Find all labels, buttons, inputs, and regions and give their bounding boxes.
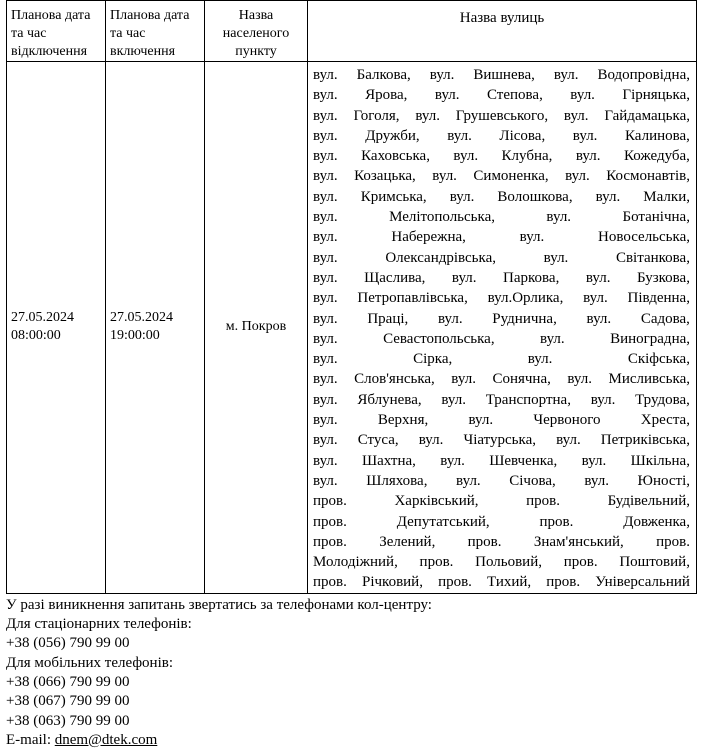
street-word: Яблунева, (357, 391, 422, 408)
street-word: вул. (584, 472, 609, 489)
street-line (313, 309, 690, 329)
street-word: вул. (527, 351, 553, 368)
street-word: вул. (572, 127, 598, 144)
street-word: вул. (456, 472, 481, 489)
street-word: вул. (546, 209, 572, 226)
street-line (313, 410, 690, 430)
street-line (313, 369, 690, 389)
street-word: пров. (313, 574, 347, 591)
street-word: Дружби, (365, 127, 420, 144)
street-line (313, 288, 690, 308)
street-word: вул. (313, 412, 338, 429)
street-word: вул. (575, 148, 601, 165)
street-word: Петриківська, (600, 432, 690, 449)
street-word: Трудова, (635, 391, 690, 408)
landline-label: Для стаціонарних телефонів: (6, 616, 192, 633)
mobile-phone: +38 (063) 790 99 00 (6, 712, 130, 729)
street-word: вул. (441, 391, 466, 408)
street-word: вул. (313, 229, 338, 246)
street-word: Юності, (637, 472, 690, 489)
on-date: 27.05.2024 (110, 310, 173, 326)
street-line (313, 248, 690, 268)
street-word: вул. (434, 87, 460, 104)
street-word: вул. (543, 249, 569, 266)
street-word: Водопровідна, (597, 67, 690, 83)
street-line (313, 390, 690, 410)
street-word: Симоненка, (473, 168, 549, 185)
street-word: Каховська, (361, 148, 430, 165)
street-word: вул. (313, 330, 338, 347)
street-word: вул. (313, 188, 338, 205)
street-word: пров. (656, 533, 690, 550)
street-word: пров. (539, 513, 574, 530)
off-time: 08:00:00 (11, 328, 61, 344)
street-line (313, 471, 690, 491)
street-line (313, 187, 690, 207)
street-word: Вишнева, (473, 67, 535, 83)
street-word: Шевченка, (489, 452, 558, 469)
street-line (313, 572, 690, 592)
street-word: Верхня, (377, 412, 429, 429)
street-word: Червоного (533, 412, 601, 429)
street-word: пров. (313, 513, 347, 530)
street-line (313, 451, 690, 471)
street-word: Щаслива, (364, 269, 426, 286)
table-row (7, 62, 697, 594)
street-word: вул. (451, 269, 477, 286)
street-word: вул. (415, 107, 440, 124)
street-line (313, 349, 690, 369)
street-word: вул. (313, 107, 338, 124)
street-word: пров. (546, 574, 581, 591)
street-word: Знам'янський, (533, 533, 624, 550)
street-word: вул. (563, 107, 589, 124)
street-word: Козацька, (354, 168, 416, 185)
street-word: Садова, (640, 310, 690, 327)
landline-phone: +38 (056) 790 99 00 (6, 635, 130, 652)
street-word: Балкова, (356, 67, 411, 83)
street-word: Польовий, (475, 554, 542, 571)
street-word: Зелений, (379, 533, 436, 550)
street-word: вул. (313, 391, 338, 408)
street-word: Південна, (627, 290, 690, 307)
street-word: Набережна, (391, 229, 466, 246)
header-streets: Назва вулиць (308, 1, 697, 62)
off-datetime-cell (7, 62, 106, 594)
street-word: Паркова, (503, 269, 560, 286)
street-word: вул. (583, 290, 608, 307)
street-word: Кримська, (360, 188, 427, 205)
on-time: 19:00:00 (110, 328, 160, 344)
street-line (313, 106, 690, 126)
street-word: Космонавтів, (606, 168, 690, 185)
street-word: вул. (313, 127, 338, 144)
street-word: вул. (418, 432, 444, 449)
email-label: E-mail: (6, 731, 51, 748)
street-word: вул. (313, 148, 338, 165)
street-word: Будівельний, (607, 493, 690, 510)
street-word: Універсальний (595, 574, 690, 591)
street-word: вул. (449, 188, 475, 205)
street-word: пров. (526, 493, 560, 510)
street-word: Волошкова, (497, 188, 573, 205)
street-word: Хреста, (640, 412, 690, 429)
street-word: Сонячна, (492, 371, 551, 388)
street-word: Севастопольська, (383, 330, 495, 347)
street-word: Руднична, (492, 310, 557, 327)
street-word: Чіатурська, (463, 432, 536, 449)
street-word: вул. (556, 432, 581, 449)
street-word: вул. (313, 290, 338, 307)
street-word: вул. (313, 67, 338, 83)
contact-footer (6, 596, 696, 750)
header-off-time: Планова дата та час відключення (7, 1, 106, 62)
street-word: пров. (419, 554, 454, 571)
street-word: пров. (467, 533, 502, 550)
street-word: Ярова, (365, 87, 408, 104)
street-word: вул. (313, 452, 338, 469)
street-word: вул. (570, 87, 595, 104)
street-line (313, 329, 690, 349)
street-word: вул. (313, 432, 338, 449)
email-link[interactable]: dnem@dtek.com (54, 731, 158, 748)
street-word: вул. (585, 269, 611, 286)
street-word: Гоголя, (353, 107, 400, 124)
street-word: Січова, (509, 472, 556, 489)
header-on-time: Планова дата та час включення (106, 1, 205, 62)
street-word: вул. (581, 452, 607, 469)
street-word: Світанкова, (615, 249, 690, 266)
document (6, 0, 696, 750)
street-word: вул. (313, 310, 338, 327)
street-word: вул. (432, 168, 457, 185)
street-word: Бузкова, (636, 269, 690, 286)
contact-intro: У разі виникнення запитань звертатись за телефонами кол-центру: (6, 596, 432, 613)
street-line (313, 65, 690, 85)
street-word: Річковий, (361, 574, 423, 591)
street-word: Степова, (486, 87, 543, 104)
street-word: Поштовий, (619, 554, 690, 571)
street-word: Праці, (367, 310, 409, 327)
street-word: вул. (586, 310, 612, 327)
street-word: вул. (451, 371, 476, 388)
street-word: вул. (313, 87, 338, 104)
street-word: Шляхова, (366, 472, 428, 489)
on-datetime-cell (106, 62, 205, 594)
street-line (313, 227, 690, 247)
street-word: Гірняцька, (622, 87, 690, 104)
street-line (313, 491, 690, 511)
street-word: Гайдамацька, (604, 107, 690, 124)
street-word: Депутатський, (396, 513, 490, 530)
street-word: Слов'янська, (354, 371, 435, 388)
street-word: Кожедуба, (623, 148, 690, 165)
street-word: Транспортна, (485, 391, 571, 408)
street-word: вул.Орлика, (487, 290, 564, 307)
street-word: Тихий, (487, 574, 532, 591)
street-word: Довженка, (623, 513, 690, 530)
street-word: пров. (563, 554, 598, 571)
mobile-phone: +38 (066) 790 99 00 (6, 673, 130, 690)
street-word: Грушевського, (455, 107, 549, 124)
street-line (313, 126, 690, 146)
street-word: вул. (313, 351, 338, 368)
street-line (313, 85, 690, 105)
street-word: Шкільна, (630, 452, 690, 469)
street-word: вул. (440, 452, 465, 469)
street-line (313, 552, 690, 572)
street-word: Харківський, (394, 493, 479, 510)
street-word: вул. (540, 330, 565, 347)
off-date: 27.05.2024 (11, 310, 74, 326)
street-line (313, 146, 690, 166)
street-word: вул. (437, 310, 463, 327)
street-word: вул. (313, 168, 338, 185)
street-word: вул. (313, 249, 338, 266)
settlement-cell: м. Покров (205, 62, 308, 594)
street-word: Петропавлівська, (357, 290, 468, 307)
street-word: вул. (590, 391, 616, 408)
street-word: Лісова, (499, 127, 546, 144)
table-header-row (7, 1, 697, 62)
street-word: вул. (519, 229, 545, 246)
mobile-phone: +38 (067) 790 99 00 (6, 693, 130, 710)
street-word: вул. (567, 371, 592, 388)
street-word: вул. (313, 472, 338, 489)
street-word: Клубна, (501, 148, 553, 165)
street-word: пров. (313, 493, 347, 510)
street-word: Ботанічна, (622, 209, 690, 226)
street-word: Малки, (643, 188, 690, 205)
street-word: Новосельська, (598, 229, 690, 246)
street-word: вул. (313, 269, 338, 286)
street-word: вул. (313, 209, 338, 226)
street-word: вул. (468, 412, 494, 429)
street-word: вул. (565, 168, 590, 185)
street-word: Стуса, (357, 432, 399, 449)
street-word: вул. (447, 127, 472, 144)
street-word: вул. (429, 67, 455, 83)
street-word: пров. (438, 574, 472, 591)
street-line (313, 207, 690, 227)
street-word: вул. (595, 188, 621, 205)
street-word: пров. (313, 533, 347, 550)
mobile-label: Для мобільних телефонів: (6, 654, 173, 671)
email-line (6, 731, 696, 750)
street-line (313, 512, 690, 532)
street-word: Мисливська, (608, 371, 690, 388)
street-word: Молодіжний, (313, 554, 398, 571)
header-settlement: Назва населеного пункту (205, 1, 308, 62)
street-line (313, 166, 690, 186)
street-word: вул. (453, 148, 479, 165)
street-word: вул. (313, 371, 338, 388)
outage-table (6, 0, 697, 594)
street-line (313, 268, 690, 288)
street-line (313, 532, 690, 552)
street-word: Калинова, (625, 127, 690, 144)
street-word: Шахтна, (362, 452, 416, 469)
streets-cell (308, 62, 697, 594)
street-line (313, 430, 690, 450)
street-word: вул. (553, 67, 579, 83)
street-word: Мелітопольська, (389, 209, 495, 226)
street-word: Виноградна, (610, 330, 690, 347)
street-word: Скіфська, (627, 351, 690, 368)
street-word: Сірка, (413, 351, 453, 368)
street-word: Олександрівська, (385, 249, 496, 266)
